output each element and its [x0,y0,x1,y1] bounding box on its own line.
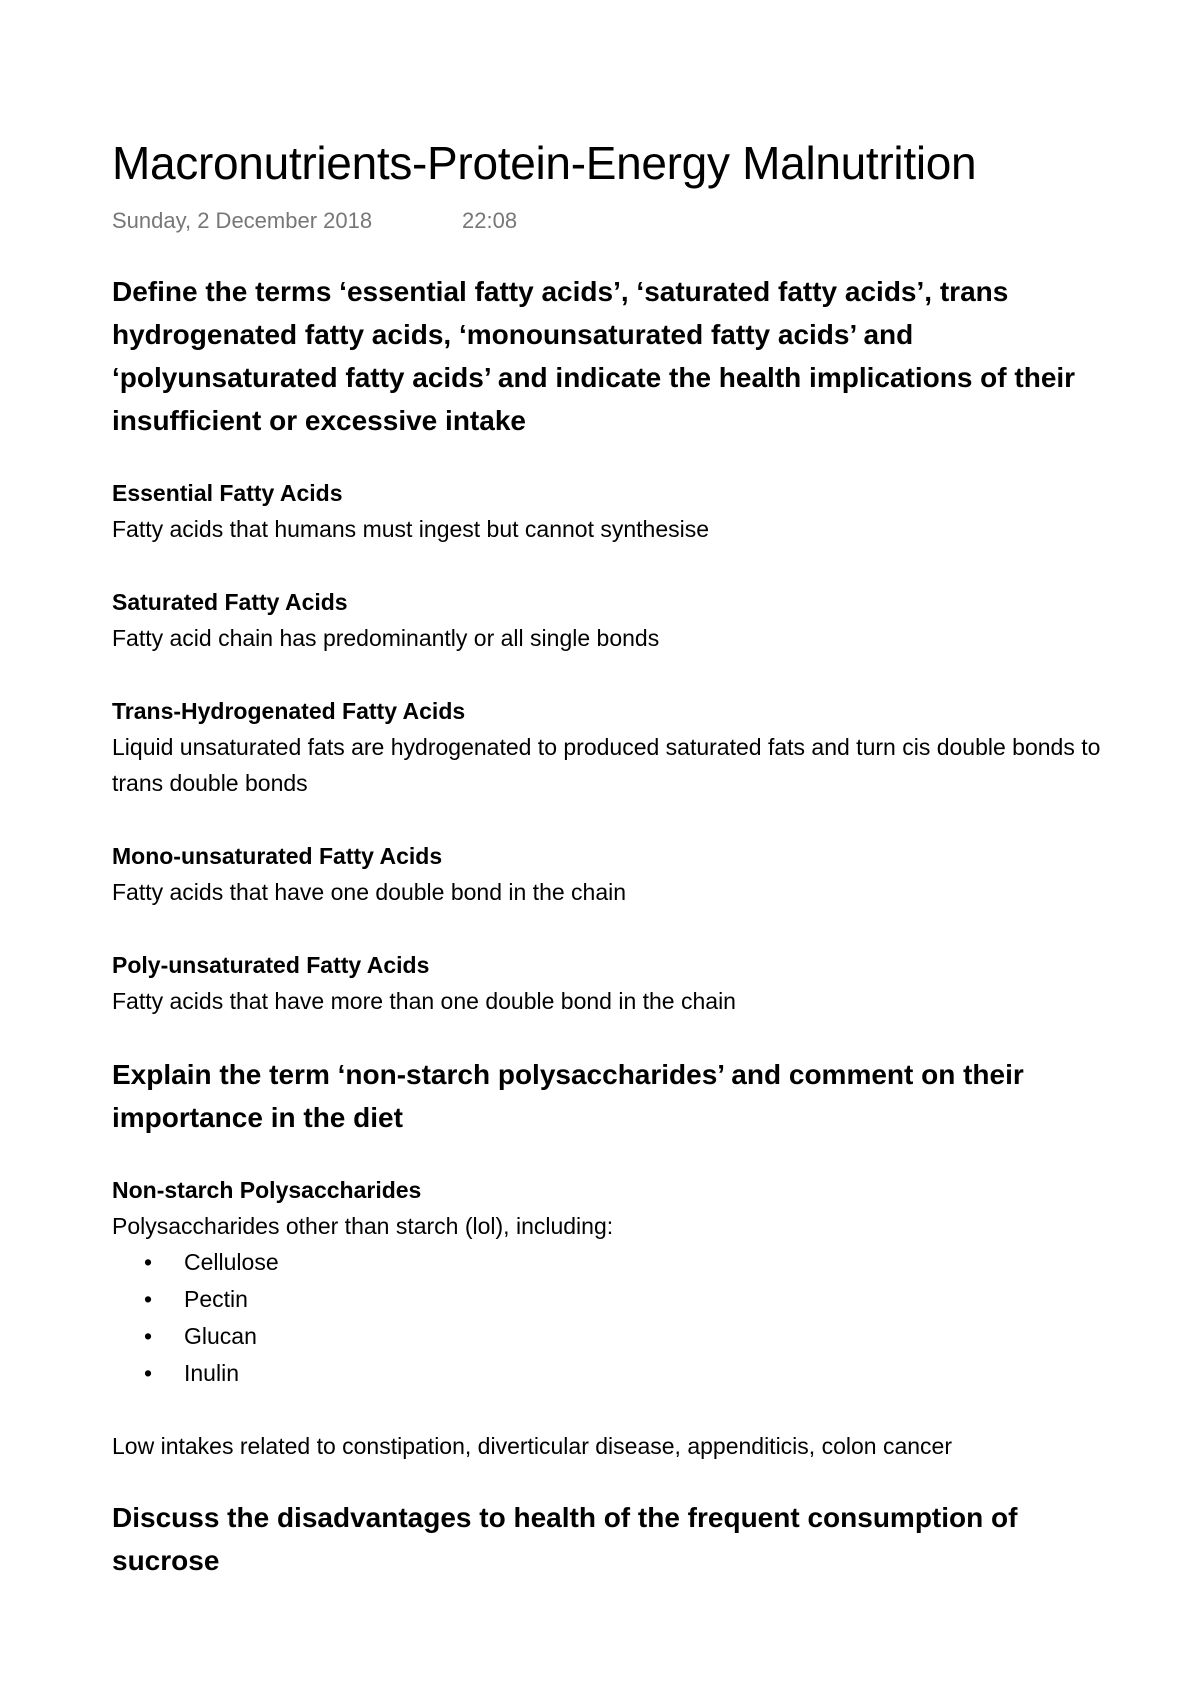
term-definition: Fatty acids that have more than one double bond in the chain [112,988,736,1014]
note-time: 22:08 [462,208,518,233]
question-heading-sucrose: Discuss the disadvantages to health of the frequent consumption of sucrose [112,1502,1018,1576]
term-definition: Fatty acids that humans must ingest but cannot synthesise [112,516,710,542]
list-item-text: Cellulose [184,1249,279,1275]
list-item [112,1318,1112,1355]
nsp-list [112,1244,1112,1392]
term-heading: Mono-unsaturated Fatty Acids [112,843,443,869]
term-definition: Liquid unsaturated fats are hydrogenated to produced saturated fats and turn cis double bonds to trans double bonds [112,734,1101,796]
nsp-heading: Non-starch Polysaccharides [112,1177,422,1203]
note-metadata [112,206,1112,236]
question-heading-fatty-acids: Define the terms ‘essential fatty acids’, ‘saturated fatty acids’, trans hydrogenated fatty acids, ‘monounsaturated fatty acids’ and ‘polyunsaturated fatty acids’ and indicate the health implications of their insufficient or excessive intake [112,276,1076,436]
list-item [112,1244,1112,1281]
list-item [112,1281,1112,1318]
term-heading: Trans-Hydrogenated Fatty Acids [112,698,466,724]
note-page [112,132,1112,1582]
term-heading: Poly-unsaturated Fatty Acids [112,952,430,978]
term-heading: Saturated Fatty Acids [112,589,348,615]
question-heading-nsp: Explain the term ‘non-starch polysaccharides’ and comment on their importance in the diet [112,1059,1024,1133]
nsp-intro: Polysaccharides other than starch (lol), including: [112,1213,614,1239]
bullet-icon: • [144,1323,153,1349]
list-item-text: Glucan [184,1323,257,1349]
low-intake-note: Low intakes related to constipation, diverticular disease, appenditicis, colon cancer [112,1433,952,1459]
term-heading: Essential Fatty Acids [112,480,343,506]
bullet-icon: • [144,1360,153,1386]
list-item-text: Pectin [184,1286,248,1312]
term-definition: Fatty acids that have one double bond in the chain [112,879,627,905]
note-date: Sunday, 2 December 2018 [112,208,373,233]
term-definition: Fatty acid chain has predominantly or all single bonds [112,625,660,651]
bullet-icon: • [144,1249,153,1275]
bullet-icon: • [144,1286,153,1312]
page-title: Macronutrients-Protein-Energy Malnutrition [112,137,977,189]
list-item [112,1355,1112,1392]
list-item-text: Inulin [184,1360,239,1386]
